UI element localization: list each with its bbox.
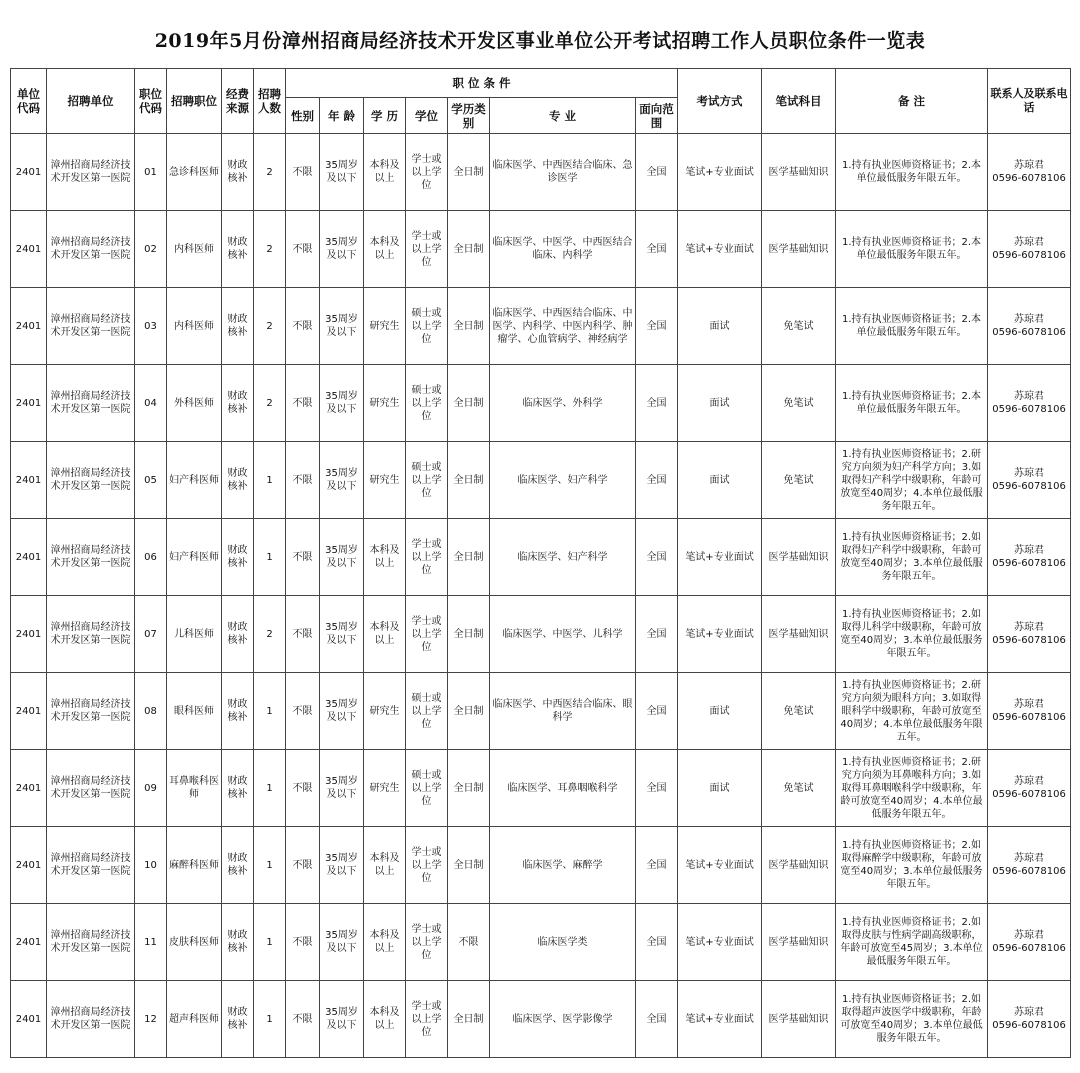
table-row (11, 904, 1071, 981)
cell-unit-code: 2401 (11, 442, 47, 519)
table-row (11, 134, 1071, 211)
cell-position: 外科医师 (167, 365, 222, 442)
cell-edu-type: 不限 (448, 904, 490, 981)
cell-major: 临床医学、妇产科学 (490, 519, 636, 596)
cell-position-code: 12 (135, 981, 167, 1058)
contact-name: 苏琼君 (1014, 853, 1045, 864)
table-row (11, 288, 1071, 365)
cell-major: 临床医学、中医学、中西医结合临床、内科学 (490, 211, 636, 288)
cell-exam-method: 笔试+专业面试 (678, 596, 762, 673)
cell-written-subject: 医学基础知识 (762, 134, 836, 211)
cell-unit-code: 2401 (11, 288, 47, 365)
col-education: 学 历 (364, 98, 406, 134)
contact-phone: 0596-6078106 (992, 327, 1066, 338)
cell-major: 临床医学类 (490, 904, 636, 981)
col-position-code: 职位代码 (135, 69, 167, 134)
cell-remarks: 1.持有执业医师资格证书；2.本单位最低服务年限五年。 (836, 288, 988, 365)
cell-unit: 漳州招商局经济技术开发区第一医院 (47, 288, 135, 365)
cell-contact (988, 827, 1071, 904)
cell-remarks: 1.持有执业医师资格证书；2.如取得超声波医学中级职称，年龄可放宽至40周岁；3.本单位最低服务年限五年。 (836, 981, 988, 1058)
cell-remarks: 1.持有执业医师资格证书；2.如取得妇产科学中级职称，年龄可放宽至40周岁；3.本单位最低服务年限五年。 (836, 519, 988, 596)
table-body (11, 134, 1071, 1058)
cell-count: 1 (254, 750, 286, 827)
cell-funding: 财政核补 (222, 134, 254, 211)
cell-scope: 全国 (636, 673, 678, 750)
cell-contact (988, 750, 1071, 827)
cell-position: 眼科医师 (167, 673, 222, 750)
cell-degree: 学士或以上学位 (406, 134, 448, 211)
cell-gender: 不限 (286, 442, 320, 519)
col-scope: 面向范围 (636, 98, 678, 134)
cell-education: 本科及以上 (364, 519, 406, 596)
table-row (11, 981, 1071, 1058)
cell-exam-method: 笔试+专业面试 (678, 904, 762, 981)
cell-scope: 全国 (636, 442, 678, 519)
cell-exam-method: 笔试+专业面试 (678, 519, 762, 596)
col-remarks: 备 注 (836, 69, 988, 134)
contact-name: 苏琼君 (1014, 1007, 1045, 1018)
table-row (11, 750, 1071, 827)
cell-remarks: 1.持有执业医师资格证书；2.如取得麻醉学中级职称，年龄可放宽至40周岁；3.本单位最低服务年限五年。 (836, 827, 988, 904)
contact-phone: 0596-6078106 (992, 558, 1066, 569)
cell-age: 35周岁及以下 (320, 288, 364, 365)
cell-gender: 不限 (286, 519, 320, 596)
cell-contact (988, 673, 1071, 750)
cell-unit: 漳州招商局经济技术开发区第一医院 (47, 673, 135, 750)
cell-written-subject: 免笔试 (762, 442, 836, 519)
cell-written-subject: 医学基础知识 (762, 827, 836, 904)
cell-exam-method: 笔试+专业面试 (678, 211, 762, 288)
contact-phone: 0596-6078106 (992, 1020, 1066, 1031)
cell-funding: 财政核补 (222, 442, 254, 519)
table-row (11, 673, 1071, 750)
cell-unit: 漳州招商局经济技术开发区第一医院 (47, 596, 135, 673)
cell-degree: 学士或以上学位 (406, 519, 448, 596)
cell-education: 研究生 (364, 673, 406, 750)
cell-written-subject: 免笔试 (762, 673, 836, 750)
cell-major: 临床医学、中西医结合临床、中医学、内科学、中医内科学、肿瘤学、心血管病学、神经病学 (490, 288, 636, 365)
cell-funding: 财政核补 (222, 596, 254, 673)
cell-scope: 全国 (636, 211, 678, 288)
cell-education: 研究生 (364, 365, 406, 442)
cell-unit: 漳州招商局经济技术开发区第一医院 (47, 827, 135, 904)
cell-funding: 财政核补 (222, 288, 254, 365)
contact-phone: 0596-6078106 (992, 481, 1066, 492)
cell-count: 2 (254, 134, 286, 211)
cell-degree: 硕士或以上学位 (406, 442, 448, 519)
cell-contact (988, 519, 1071, 596)
table-row (11, 365, 1071, 442)
cell-funding: 财政核补 (222, 673, 254, 750)
cell-position-code: 10 (135, 827, 167, 904)
cell-age: 35周岁及以下 (320, 596, 364, 673)
cell-unit: 漳州招商局经济技术开发区第一医院 (47, 211, 135, 288)
cell-degree: 学士或以上学位 (406, 827, 448, 904)
recruitment-table (10, 68, 1071, 1058)
cell-written-subject: 免笔试 (762, 365, 836, 442)
cell-education: 本科及以上 (364, 211, 406, 288)
cell-unit: 漳州招商局经济技术开发区第一医院 (47, 365, 135, 442)
table-row (11, 442, 1071, 519)
cell-position: 儿科医师 (167, 596, 222, 673)
cell-age: 35周岁及以下 (320, 365, 364, 442)
cell-exam-method: 面试 (678, 365, 762, 442)
cell-edu-type: 全日制 (448, 365, 490, 442)
cell-age: 35周岁及以下 (320, 673, 364, 750)
contact-name: 苏琼君 (1014, 160, 1045, 171)
col-position: 招聘职位 (167, 69, 222, 134)
contact-name: 苏琼君 (1014, 930, 1045, 941)
table-row (11, 211, 1071, 288)
cell-scope: 全国 (636, 596, 678, 673)
cell-funding: 财政核补 (222, 981, 254, 1058)
cell-written-subject: 医学基础知识 (762, 981, 836, 1058)
cell-exam-method: 面试 (678, 442, 762, 519)
cell-funding: 财政核补 (222, 827, 254, 904)
cell-scope: 全国 (636, 981, 678, 1058)
cell-position: 超声科医师 (167, 981, 222, 1058)
col-exam-method: 考试方式 (678, 69, 762, 134)
cell-remarks: 1.持有执业医师资格证书；2.如取得儿科学中级职称，年龄可放宽至40周岁；3.本单位最低服务年限五年。 (836, 596, 988, 673)
cell-unit: 漳州招商局经济技术开发区第一医院 (47, 750, 135, 827)
cell-contact (988, 981, 1071, 1058)
cell-unit: 漳州招商局经济技术开发区第一医院 (47, 904, 135, 981)
cell-edu-type: 全日制 (448, 211, 490, 288)
col-edu-type: 学历类别 (448, 98, 490, 134)
cell-degree: 学士或以上学位 (406, 981, 448, 1058)
cell-position-code: 04 (135, 365, 167, 442)
cell-edu-type: 全日制 (448, 750, 490, 827)
cell-major: 临床医学、中西医结合临床、急诊医学 (490, 134, 636, 211)
cell-position-code: 09 (135, 750, 167, 827)
cell-count: 2 (254, 365, 286, 442)
cell-unit: 漳州招商局经济技术开发区第一医院 (47, 981, 135, 1058)
col-written-subject: 笔试科目 (762, 69, 836, 134)
cell-degree: 硕士或以上学位 (406, 365, 448, 442)
cell-major: 临床医学、麻醉学 (490, 827, 636, 904)
cell-degree: 学士或以上学位 (406, 596, 448, 673)
cell-edu-type: 全日制 (448, 981, 490, 1058)
cell-edu-type: 全日制 (448, 827, 490, 904)
cell-age: 35周岁及以下 (320, 750, 364, 827)
cell-scope: 全国 (636, 365, 678, 442)
table-title: 2019年5月份漳州招商局经济技术开发区事业单位公开考试招聘工作人员职位条件一览表 (154, 30, 926, 52)
cell-education: 研究生 (364, 442, 406, 519)
cell-age: 35周岁及以下 (320, 134, 364, 211)
cell-degree: 硕士或以上学位 (406, 288, 448, 365)
cell-funding: 财政核补 (222, 519, 254, 596)
cell-position-code: 07 (135, 596, 167, 673)
cell-age: 35周岁及以下 (320, 827, 364, 904)
cell-degree: 学士或以上学位 (406, 211, 448, 288)
cell-major: 临床医学、妇产科学 (490, 442, 636, 519)
cell-contact (988, 904, 1071, 981)
contact-phone: 0596-6078106 (992, 943, 1066, 954)
cell-scope: 全国 (636, 519, 678, 596)
contact-name: 苏琼君 (1014, 391, 1045, 402)
cell-position-code: 05 (135, 442, 167, 519)
cell-contact (988, 211, 1071, 288)
table-row (11, 827, 1071, 904)
cell-education: 本科及以上 (364, 134, 406, 211)
cell-funding: 财政核补 (222, 211, 254, 288)
col-unit-code: 单位代码 (11, 69, 47, 134)
col-age: 年 龄 (320, 98, 364, 134)
contact-name: 苏琼君 (1014, 468, 1045, 479)
cell-remarks: 1.持有执业医师资格证书；2.本单位最低服务年限五年。 (836, 211, 988, 288)
cell-age: 35周岁及以下 (320, 981, 364, 1058)
cell-edu-type: 全日制 (448, 134, 490, 211)
header-row-1 (11, 69, 1071, 98)
cell-position: 耳鼻喉科医师 (167, 750, 222, 827)
cell-remarks: 1.持有执业医师资格证书；2.本单位最低服务年限五年。 (836, 365, 988, 442)
col-degree: 学位 (406, 98, 448, 134)
cell-degree: 学士或以上学位 (406, 904, 448, 981)
cell-scope: 全国 (636, 904, 678, 981)
table-row (11, 596, 1071, 673)
cell-written-subject: 医学基础知识 (762, 519, 836, 596)
cell-age: 35周岁及以下 (320, 211, 364, 288)
cell-position: 妇产科医师 (167, 442, 222, 519)
cell-gender: 不限 (286, 596, 320, 673)
cell-count: 1 (254, 904, 286, 981)
cell-education: 研究生 (364, 750, 406, 827)
cell-unit-code: 2401 (11, 596, 47, 673)
cell-major: 临床医学、耳鼻咽喉科学 (490, 750, 636, 827)
cell-exam-method: 笔试+专业面试 (678, 134, 762, 211)
cell-written-subject: 医学基础知识 (762, 904, 836, 981)
cell-position-code: 01 (135, 134, 167, 211)
cell-scope: 全国 (636, 134, 678, 211)
cell-exam-method: 面试 (678, 750, 762, 827)
cell-major: 临床医学、外科学 (490, 365, 636, 442)
col-gender: 性别 (286, 98, 320, 134)
cell-position-code: 06 (135, 519, 167, 596)
cell-contact (988, 288, 1071, 365)
cell-remarks: 1.持有执业医师资格证书；2.研究方向须为耳鼻喉科方向；3.如取得耳鼻咽喉科学中级职称，年龄可放宽至40周岁；4.本单位最低服务年限五年。 (836, 750, 988, 827)
col-major: 专 业 (490, 98, 636, 134)
contact-name: 苏琼君 (1014, 314, 1045, 325)
contact-phone: 0596-6078106 (992, 250, 1066, 261)
cell-degree: 硕士或以上学位 (406, 673, 448, 750)
cell-unit-code: 2401 (11, 134, 47, 211)
contact-phone: 0596-6078106 (992, 712, 1066, 723)
cell-position-code: 03 (135, 288, 167, 365)
cell-age: 35周岁及以下 (320, 904, 364, 981)
cell-age: 35周岁及以下 (320, 519, 364, 596)
cell-unit-code: 2401 (11, 365, 47, 442)
cell-written-subject: 医学基础知识 (762, 596, 836, 673)
cell-gender: 不限 (286, 365, 320, 442)
cell-written-subject: 医学基础知识 (762, 211, 836, 288)
cell-count: 1 (254, 442, 286, 519)
cell-funding: 财政核补 (222, 750, 254, 827)
col-conditions-group: 职 位 条 件 (286, 69, 678, 98)
contact-phone: 0596-6078106 (992, 789, 1066, 800)
cell-count: 1 (254, 519, 286, 596)
contact-name: 苏琼君 (1014, 622, 1045, 633)
cell-edu-type: 全日制 (448, 596, 490, 673)
cell-unit: 漳州招商局经济技术开发区第一医院 (47, 519, 135, 596)
cell-count: 1 (254, 827, 286, 904)
cell-education: 本科及以上 (364, 981, 406, 1058)
cell-remarks: 1.持有执业医师资格证书；2.本单位最低服务年限五年。 (836, 134, 988, 211)
cell-position-code: 02 (135, 211, 167, 288)
col-unit: 招聘单位 (47, 69, 135, 134)
cell-position: 内科医师 (167, 288, 222, 365)
cell-contact (988, 134, 1071, 211)
cell-written-subject: 免笔试 (762, 288, 836, 365)
cell-edu-type: 全日制 (448, 288, 490, 365)
cell-exam-method: 笔试+专业面试 (678, 827, 762, 904)
cell-edu-type: 全日制 (448, 442, 490, 519)
cell-degree: 硕士或以上学位 (406, 750, 448, 827)
cell-exam-method: 面试 (678, 288, 762, 365)
cell-scope: 全国 (636, 827, 678, 904)
col-funding: 经费来源 (222, 69, 254, 134)
cell-position: 皮肤科医师 (167, 904, 222, 981)
cell-exam-method: 面试 (678, 673, 762, 750)
cell-unit-code: 2401 (11, 981, 47, 1058)
cell-gender: 不限 (286, 904, 320, 981)
cell-edu-type: 全日制 (448, 519, 490, 596)
cell-gender: 不限 (286, 673, 320, 750)
cell-major: 临床医学、中西医结合临床、眼科学 (490, 673, 636, 750)
cell-gender: 不限 (286, 750, 320, 827)
cell-position: 急诊科医师 (167, 134, 222, 211)
contact-name: 苏琼君 (1014, 545, 1045, 556)
cell-education: 本科及以上 (364, 827, 406, 904)
col-contact: 联系人及联系电话 (988, 69, 1071, 134)
contact-name: 苏琼君 (1014, 776, 1045, 787)
col-count: 招聘人数 (254, 69, 286, 134)
cell-position-code: 08 (135, 673, 167, 750)
cell-unit-code: 2401 (11, 673, 47, 750)
cell-gender: 不限 (286, 288, 320, 365)
cell-gender: 不限 (286, 827, 320, 904)
cell-education: 本科及以上 (364, 904, 406, 981)
cell-contact (988, 596, 1071, 673)
cell-unit-code: 2401 (11, 211, 47, 288)
cell-unit: 漳州招商局经济技术开发区第一医院 (47, 442, 135, 519)
cell-funding: 财政核补 (222, 365, 254, 442)
cell-unit-code: 2401 (11, 750, 47, 827)
cell-gender: 不限 (286, 211, 320, 288)
cell-major: 临床医学、中医学、儿科学 (490, 596, 636, 673)
cell-contact (988, 365, 1071, 442)
cell-major: 临床医学、医学影像学 (490, 981, 636, 1058)
cell-remarks: 1.持有执业医师资格证书；2.如取得皮肤与性病学副高级职称，年龄可放宽至45周岁；3.本单位最低服务年限五年。 (836, 904, 988, 981)
cell-count: 2 (254, 288, 286, 365)
cell-age: 35周岁及以下 (320, 442, 364, 519)
cell-education: 研究生 (364, 288, 406, 365)
cell-education: 本科及以上 (364, 596, 406, 673)
contact-phone: 0596-6078106 (992, 866, 1066, 877)
cell-count: 2 (254, 211, 286, 288)
table-row (11, 519, 1071, 596)
cell-scope: 全国 (636, 750, 678, 827)
contact-name: 苏琼君 (1014, 699, 1045, 710)
cell-unit-code: 2401 (11, 904, 47, 981)
cell-unit: 漳州招商局经济技术开发区第一医院 (47, 134, 135, 211)
cell-remarks: 1.持有执业医师资格证书；2.研究方向须为眼科方向；3.如取得眼科学中级职称，年龄可放宽至40周岁；4.本单位最低服务年限五年。 (836, 673, 988, 750)
contact-phone: 0596-6078106 (992, 635, 1066, 646)
cell-position-code: 11 (135, 904, 167, 981)
cell-contact (988, 442, 1071, 519)
cell-written-subject: 免笔试 (762, 750, 836, 827)
contact-phone: 0596-6078106 (992, 404, 1066, 415)
cell-gender: 不限 (286, 134, 320, 211)
cell-unit-code: 2401 (11, 827, 47, 904)
cell-position: 麻醉科医师 (167, 827, 222, 904)
contact-name: 苏琼君 (1014, 237, 1045, 248)
cell-funding: 财政核补 (222, 904, 254, 981)
cell-position: 内科医师 (167, 211, 222, 288)
cell-scope: 全国 (636, 288, 678, 365)
cell-count: 1 (254, 673, 286, 750)
cell-edu-type: 全日制 (448, 673, 490, 750)
contact-phone: 0596-6078106 (992, 173, 1066, 184)
cell-count: 1 (254, 981, 286, 1058)
cell-count: 2 (254, 596, 286, 673)
cell-gender: 不限 (286, 981, 320, 1058)
cell-remarks: 1.持有执业医师资格证书；2.研究方向须为妇产科学方向；3.如取得妇产科学中级职称，年龄可放宽至40周岁；4.本单位最低服务年限五年。 (836, 442, 988, 519)
cell-position: 妇产科医师 (167, 519, 222, 596)
cell-unit-code: 2401 (11, 519, 47, 596)
cell-exam-method: 笔试+专业面试 (678, 981, 762, 1058)
